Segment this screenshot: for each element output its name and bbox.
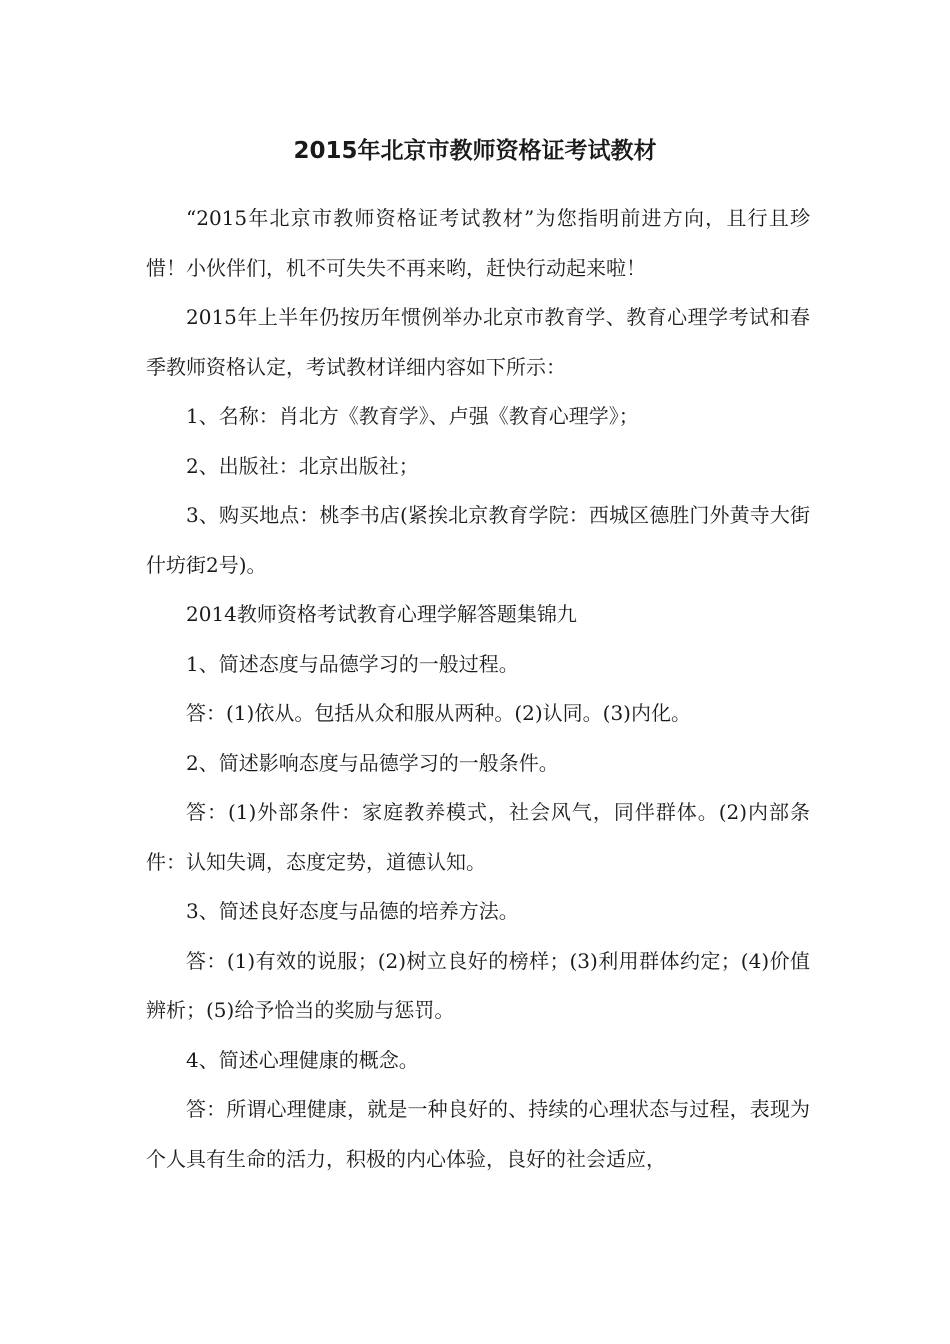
- question-3: 3、简述良好态度与品德的培养方法。: [186, 899, 519, 923]
- document-body: [146, 194, 810, 1184]
- publisher-item: 2、出版社：北京出版社；: [186, 453, 419, 478]
- question-2: 2、简述影响态度与品德学习的一般条件。: [186, 750, 559, 775]
- exam-info-paragraph: 2015年上半年仍按历年惯例举办北京市教育学、教育心理学考试和春季教师资格认定，考试教材详细内容如下所示：: [146, 305, 810, 379]
- section-heading: 2014教师资格考试教育心理学解答题集锦九: [186, 602, 577, 626]
- textbook-name-item: 1、名称：肖北方《教育学》、卢强《教育心理学》；: [186, 404, 639, 428]
- document-title: 2015年北京市教师资格证考试教材: [293, 138, 657, 164]
- answer-1: 答：(1)依从。包括从众和服从两种。(2)认同。(3)内化。: [186, 701, 691, 725]
- question-4: 4、简述心理健康的概念。: [186, 1047, 419, 1072]
- purchase-location-item: 3、购买地点：桃李书店(紧挨北京教育学院：西城区德胜门外黄寺大街什坊街2号)。: [146, 503, 810, 577]
- answer-4: 答：所谓心理健康，就是一种良好的、持续的心理状态与过程，表现为个人具有生命的活力，积极的内心体验，良好的社会适应，: [146, 1097, 810, 1171]
- answer-2: 答：(1)外部条件：家庭教养模式，社会风气，同伴群体。(2)内部条件：认知失调，态度定势，道德认知。: [146, 800, 810, 874]
- answer-3: 答：(1)有效的说服；(2)树立良好的榜样；(3)利用群体约定；(4)价值辨析；(5)给予恰当的奖励与惩罚。: [146, 948, 810, 1022]
- question-1: 1、简述态度与品德学习的一般过程。: [186, 651, 519, 676]
- intro-paragraph: “2015年北京市教师资格证考试教材”为您指明前进方向，且行且珍惜！小伙伴们，机不可失失不再来哟，赶快行动起来啦！: [146, 206, 810, 280]
